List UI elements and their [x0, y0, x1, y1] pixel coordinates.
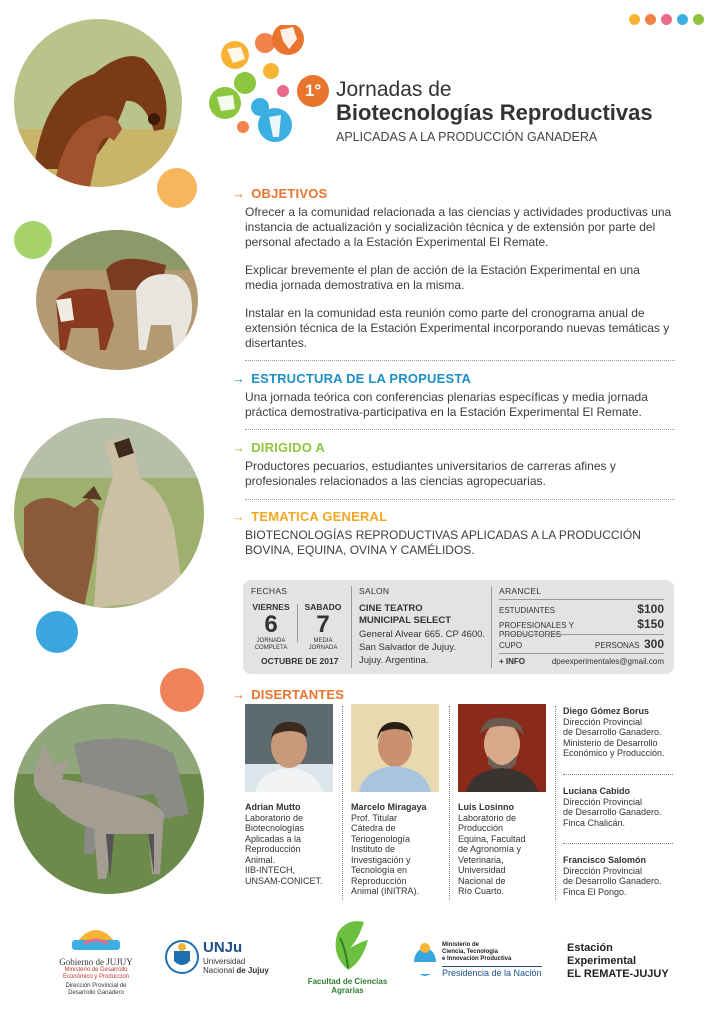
horses-photo: [14, 19, 182, 187]
blue-bubble: [36, 611, 78, 653]
fechas-column: FECHAS: [251, 586, 288, 596]
section-estructura: [232, 371, 674, 420]
objetivo-paragraph: Ofrecer a la comunidad relacionada a las ciencias y actividades productivas una instancia de actualización y socialización técnica y de extensión por parte del personal afectado a la Estación Experimental El Remate.: [245, 205, 672, 249]
fee-estudiantes: ESTUDIANTES $100: [499, 602, 664, 616]
dot-yellow: [629, 14, 640, 25]
day-sabado: SABADO 7 MEDIA JORNADA: [304, 602, 342, 651]
arancel-column: ARANCEL ESTUDIANTES $100 PROFESIONALES Y PRODUCTORES $150 CUPO PERSONAS 300 + INFO dpeexperimentales@gmail.com: [499, 586, 664, 666]
jujuy-sun-icon: [68, 918, 124, 952]
green-bubble: [14, 221, 52, 259]
section-body: Productores pecuarios, estudiantes universitarios de carreras afines y profesionales relacionados a las ciencias agropecuarias.: [245, 459, 616, 488]
salon-column: SALON CINE TEATRO MUNICIPAL SELECT General Alvear 665. CP 4600. San Salvador de Jujuy. Jujuy. Argentina.: [359, 586, 489, 667]
unju-shield-icon: [165, 937, 199, 977]
speaker-entry: Luciana Cabido Dirección Provincial de Desarrollo Ganadero. Finca Chalicán.: [563, 786, 662, 828]
arrow-icon: →: [232, 687, 246, 702]
dot-green: [693, 14, 704, 25]
objetivo-paragraph: Explicar brevemente el plan de acción de la Estación Experimental en una media jornada demostrativa en la misma.: [245, 263, 640, 292]
section-disertantes-heading: → DISERTANTES: [232, 687, 345, 702]
divider: [245, 360, 675, 361]
speaker-divider: [555, 706, 556, 900]
title-subtitle: APLICADAS A LA PRODUCCIÓN GANADERA: [336, 130, 598, 144]
info-box: [243, 580, 674, 674]
objetivo-paragraph: Instalar en la comunidad esta reunión como parte del cronograma anual de extensión técnica de la Estación Experimental incorporando nuevas temáticas y disertantes.: [245, 306, 670, 350]
section-heading: → OBJETIVOS: [232, 186, 328, 201]
cupo-row: CUPO PERSONAS 300: [499, 637, 664, 651]
speaker-card: Marcelo Miragaya Prof. Titular Cátedra de Teriogenología Instituto de Investigación y Tecnología en Reproducción Animal (INITRA).: [351, 704, 447, 897]
divider: [245, 429, 675, 430]
speaker-separator: [563, 843, 673, 844]
leaf-icon: [324, 918, 372, 972]
section-body: Una jornada teórica con conferencias plenarias específicas y media jornada práctica demostrativa-participativa en la Estación Experimental El Remate.: [245, 390, 648, 419]
speaker-entry: Francisco Salomón Dirección Provincial de Desarrollo Ganadero. Finca El Pongo.: [563, 855, 662, 897]
fee-profesionales: PROFESIONALES Y PRODUCTORES $150: [499, 617, 664, 639]
section-body: [245, 205, 674, 351]
column-separator: [491, 586, 492, 668]
day-separator: [297, 604, 298, 642]
section-heading: → ESTRUCTURA DE LA PROPUESTA: [232, 371, 472, 386]
decorative-dots: [629, 14, 704, 25]
speaker-photo: [245, 704, 333, 792]
dot-pink: [661, 14, 672, 25]
donkeys-photo: [14, 704, 204, 894]
fee-divider: [499, 634, 664, 635]
section-heading: → DIRIGIDO A: [232, 440, 325, 455]
event-month: OCTUBRE DE 2017: [261, 656, 339, 666]
section-objetivos: [232, 186, 674, 351]
cattle-photo: [36, 230, 198, 370]
speaker-entry: Diego Gómez Borus Dirección Provincial de Desarrollo Ganadero. Ministerio de Desarrollo Económico y Producción.: [563, 706, 665, 758]
arrow-icon: →: [232, 186, 246, 201]
divider: [245, 499, 675, 500]
section-tematica: [232, 509, 674, 558]
coral-bubble: [160, 668, 204, 712]
logo-facultad-ciencias-agrarias: Facultad de Ciencias Agrarias: [300, 918, 395, 995]
speaker-photo: [458, 704, 546, 792]
speaker-separator: [563, 774, 673, 775]
dot-orange: [645, 14, 656, 25]
orange-bubble: [157, 168, 197, 208]
speaker-divider: [449, 706, 450, 900]
venue-address: General Alvear 665. CP 4600. San Salvador de Jujuy. Jujuy. Argentina.: [359, 629, 486, 666]
venue-name: CINE TEATRO MUNICIPAL SELECT: [359, 603, 452, 626]
speaker-photo: [351, 704, 439, 792]
arrow-icon: →: [232, 509, 246, 524]
fee-divider: [499, 653, 664, 654]
section-body: BIOTECNOLOGÍAS REPRODUCTIVAS APLICADAS A LA PRODUCCIÓN BOVINA, EQUINA, OVINA Y CAMÉLIDOS.: [245, 528, 641, 557]
dot-blue: [677, 14, 688, 25]
speaker-card: Adrian Mutto Laboratorio de Biotecnologías Aplicadas a la Reproducción Animal. IIB-INTECH, UNSAM-CONICET.: [245, 704, 337, 886]
section-heading: → TEMATICA GENERAL: [232, 509, 388, 524]
contact-email[interactable]: dpeexperimentales@gmail.com: [551, 657, 664, 666]
logo-estacion-experimental: Estación Experimental EL REMATE-JUJUY: [567, 942, 669, 980]
speaker-divider: [342, 706, 343, 900]
arrow-icon: →: [232, 440, 246, 455]
day-viernes: VIERNES 6 JORNADA COMPLETA: [252, 602, 290, 651]
speaker-card: Luis Losinno Laboratorio de Producción Equina, Facultad de Agronomía y Veterinaria, Universidad Nacional de Río Cuarto.: [458, 704, 550, 897]
logo-gobierno-jujuy: Gobierno de JUJUY Ministerio de Desarrollo Económico y Producción Dirección Provincial de Desarrollo Ganadero: [46, 918, 146, 997]
edition-badge: 1°: [297, 75, 329, 107]
arrow-icon: →: [232, 371, 246, 386]
info-row: + INFO dpeexperimentales@gmail.com: [499, 657, 664, 666]
column-separator: [351, 586, 352, 668]
title-line1: Jornadas de: [336, 78, 452, 101]
fee-divider: [499, 599, 664, 600]
section-dirigido: [232, 440, 674, 489]
llamas-photo: [14, 418, 204, 608]
title-line2: Biotecnologías Reproductivas: [336, 100, 653, 125]
national-shield-icon: [412, 942, 438, 978]
